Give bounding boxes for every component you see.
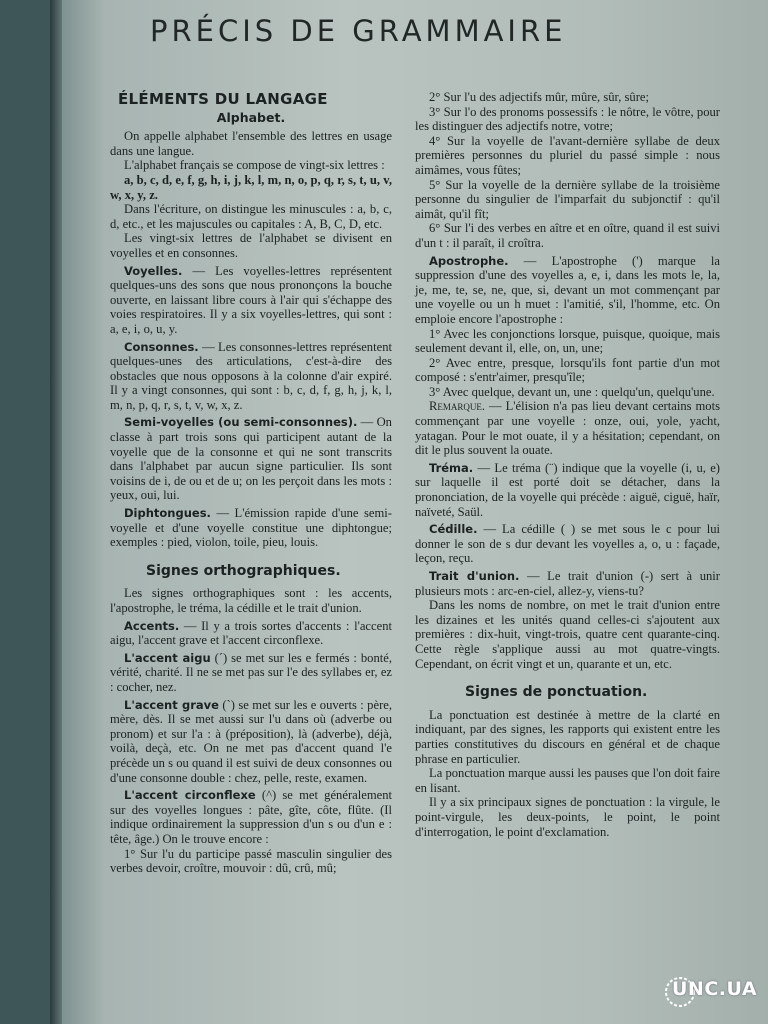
list-item: 1° Avec les conjonctions lorsque, puisque, quoique, mais seulement devant il, elle, on, un, une; <box>415 326 720 356</box>
alphabet-letters: a, b, c, d, e, f, g, h, i, j, k, l, m, n, o, p, q, r, s, t, u, v, w, x, y, z. <box>110 172 392 202</box>
term-label: L'accent circonflexe <box>124 788 256 803</box>
paragraph: L'alphabet français se compose de vingt-six lettres : <box>124 158 385 173</box>
entry-trait-union <box>415 569 720 598</box>
term-label: Apostrophe. <box>429 253 509 268</box>
paragraph: Il y a six principaux signes de ponctuation : la virgule, le point-virgule, les deux-points, le point, le point d'interrogation, le point d'exclamation. <box>415 795 720 839</box>
watermark-text: UNC.UA <box>672 978 758 1000</box>
list-item: 2° Sur l'u des adjectifs mûr, mûre, sûr, sûre; <box>429 90 649 104</box>
right-column <box>415 90 720 839</box>
entry-accent-circonflexe <box>110 788 392 846</box>
term-label: Cédille. <box>429 522 478 537</box>
paragraph: Dans l'écriture, on distingue les minuscules : a, b, c, d, etc., et les majuscules ou capitales : A, B, C, D, etc. <box>110 202 392 231</box>
term-text: (´) se met sur les e fermés : bonté, vérité, charité. Il ne se met pas sur l'e des syllabes er, ez : cocher, nez. <box>110 650 392 694</box>
term-label: Voyelles. <box>124 263 183 278</box>
term-label: Accents. <box>124 618 180 633</box>
section-heading-signes: Signes orthographiques. <box>146 562 341 579</box>
term-label: Diphtongues. <box>124 506 211 521</box>
entry-voyelles <box>110 264 392 337</box>
subheading-alphabet: Alphabet. <box>216 109 286 125</box>
paragraph: La ponctuation marque aussi les pauses que l'on doit faire en lisant. <box>415 766 720 795</box>
term-text: — Le tréma (¨) indique que la voyelle (i, u, e) sur laquelle il est porté doit se détacher, dans la prononciation, de la voyelle qui précède : aiguë, ciguë, haïr, naïveté, Saül. <box>415 460 720 519</box>
list-item: 1° Sur l'u du participe passé masculin singulier des verbes devoir, croître, mouvoir : dû, crû, mû; <box>110 846 392 876</box>
list-item: 3° Avec quelque, devant un, une : quelqu'un, quelqu'une. <box>429 384 715 399</box>
entry-remarque <box>415 399 720 457</box>
term-label: L'accent grave <box>124 697 219 712</box>
term-text: — L'élision n'a pas lieu devant certains mots commençant par une voyelle : onze, oui, yole, yacht, yatagan. Pour le mot ouate, il y a hésitation; cependant, on dit le plus souvent la ouate. <box>415 399 720 458</box>
paragraph: On appelle alphabet l'ensemble des lettres en usage dans une langue. <box>110 129 392 158</box>
section-heading-elements: ÉLÉMENTS DU LANGAGE <box>118 90 328 108</box>
list-item: 2° Avec entre, presque, lorsqu'ils font partie d'un mot composé : s'entr'aimer, presqu'île; <box>415 355 720 385</box>
term-label: Tréma. <box>429 460 474 475</box>
term-label: Remarque. <box>429 399 486 414</box>
term-text: — La cédille ( ) se met sous le c pour lui donner le son de s dur devant les voyelles a, o, u : façade, leçon, reçu. <box>415 522 720 566</box>
entry-apostrophe <box>415 254 720 327</box>
entry-semi-voyelles <box>110 415 392 503</box>
term-label: Trait d'union. <box>429 569 520 583</box>
left-column <box>110 90 392 876</box>
list-item: 5° Sur la voyelle de la dernière syllabe de la troisième personne du singulier de l'imparfait du subjonctif : qu'il aimât, qu'il fît; <box>415 177 720 221</box>
entry-accents <box>110 619 392 648</box>
term-text: — Le trait d'union (-) sert à unir plusieurs mots : arc-en-ciel, allez-y, viens-tu? <box>415 569 720 598</box>
entry-accent-aigu <box>110 651 392 695</box>
section-heading-ponctuation: Signes de ponctuation. <box>465 684 648 701</box>
term-text: — L'émission rapide d'une semi-voyelle et d'une voyelle constitue une diphtongue; exemples : pied, violon, toile, pieu, louis. <box>110 506 392 550</box>
term-text: — L'apostrophe (') marque la suppression d'une des voyelles a, e, i, dans les mots le, la, je, me, te, se, ne, que, si, devant un mot commençant par une voyelle ou un h muet : l'amitié, s'il, l'homme, etc. On emploie encore l'apostrophe : <box>415 253 720 326</box>
list-item: 4° Sur la voyelle de l'avant-dernière syllabe de deux premières personnes du pluriel du passé simple : nous aimâmes, vous fûtes; <box>415 133 720 177</box>
paragraph: Les vingt-six lettres de l'alphabet se divisent en voyelles et en consonnes. <box>110 231 392 260</box>
list-item: 3° Sur l'o des pronoms possessifs : le nôtre, le vôtre, pour les distinguer des adjectifs notre, votre; <box>415 104 720 134</box>
paragraph: Dans les noms de nombre, on met le trait d'union entre les dizaines et les unités quand celles-ci s'ajoutent aux premières : dix-huit, vingt-trois, quatre cent quarante-cinq. Cette règle s'applique aussi au mot quatre-vingts. Cependant, on écrit vingt et un, quarante et un, etc. <box>415 598 720 671</box>
term-text: — Les consonnes-lettres représentent quelques-unes des articulations, c'est-à-dire des obstacles que nous opposons à la colonne d'air expiré. Il y a vingt consonnes, qui sont : b, c, d, f, g, h, j, k, l, m, n, p, q, r, s, t, v, w, x, z. <box>110 339 392 412</box>
entry-consonnes <box>110 340 392 413</box>
term-text: (`) se met sur les e ouverts : père, mère, dès. Il se met aussi sur l'u dans où (adverbe ou pronom) et sur l'a : à (préposition), là (adverbe), déjà, voilà, deçà, etc. On ne met pas d'accent quand l'e précède un s ou quand il est suivi de deux consonnes ou d'une consonne double : chez, pelle, reste, examen. <box>110 697 393 785</box>
paragraph: La ponctuation est destinée à mettre de la clarté en indiquant, par des signes, les rapports qui existent entre les parties constitutives du discours en général et de chaque phrase en particulier. <box>415 707 720 766</box>
term-label: L'accent aigu <box>124 650 211 665</box>
entry-trema <box>415 461 720 519</box>
page-title: PRÉCIS DE GRAMMAIRE <box>150 14 567 48</box>
term-label: Semi-voyelles (ou semi-consonnes). <box>124 415 358 430</box>
entry-accent-grave <box>110 698 392 786</box>
term-text: (^) se met généralement sur des voyelles longues : pâte, gîte, côte, flûte. (Il indique ordinairement la suppression d'un s ou d'un e : tête, âge.) On le trouve encore : <box>110 788 393 846</box>
term-text: — On classe à part trois sons qui participent autant de la voyelle que de la consonne et qui ne sont transcrits dans l'alphabet par aucun signe particulier. Ils sont voisins de i, de ou et de u; on les perçoit dans les mots : yeux, oui, lui. <box>110 415 392 503</box>
list-item: 6° Sur l'i des verbes en aître et en oître, quand il est suivi d'un t : il paraît, il croîtra. <box>415 221 720 250</box>
term-text: — Il y a trois sortes d'accents : l'accent aigu, l'accent grave et l'accent circonflexe. <box>110 618 392 648</box>
term-text: — Les voyelles-lettres représentent quelques-uns des sons que nous prononçons la bouche ouverte, en laissant libre cours à l'air qui s'échappe des voies respiratoires. Il y a six voyelles-lettres, qui sont : a, e, i, o, u, y. <box>110 263 392 336</box>
entry-cedille <box>415 522 720 566</box>
term-label: Consonnes. <box>124 339 199 354</box>
paragraph: Les signes orthographiques sont : les accents, l'apostrophe, le tréma, la cédille et le trait d'union. <box>110 586 392 615</box>
entry-diphtongues <box>110 506 392 550</box>
